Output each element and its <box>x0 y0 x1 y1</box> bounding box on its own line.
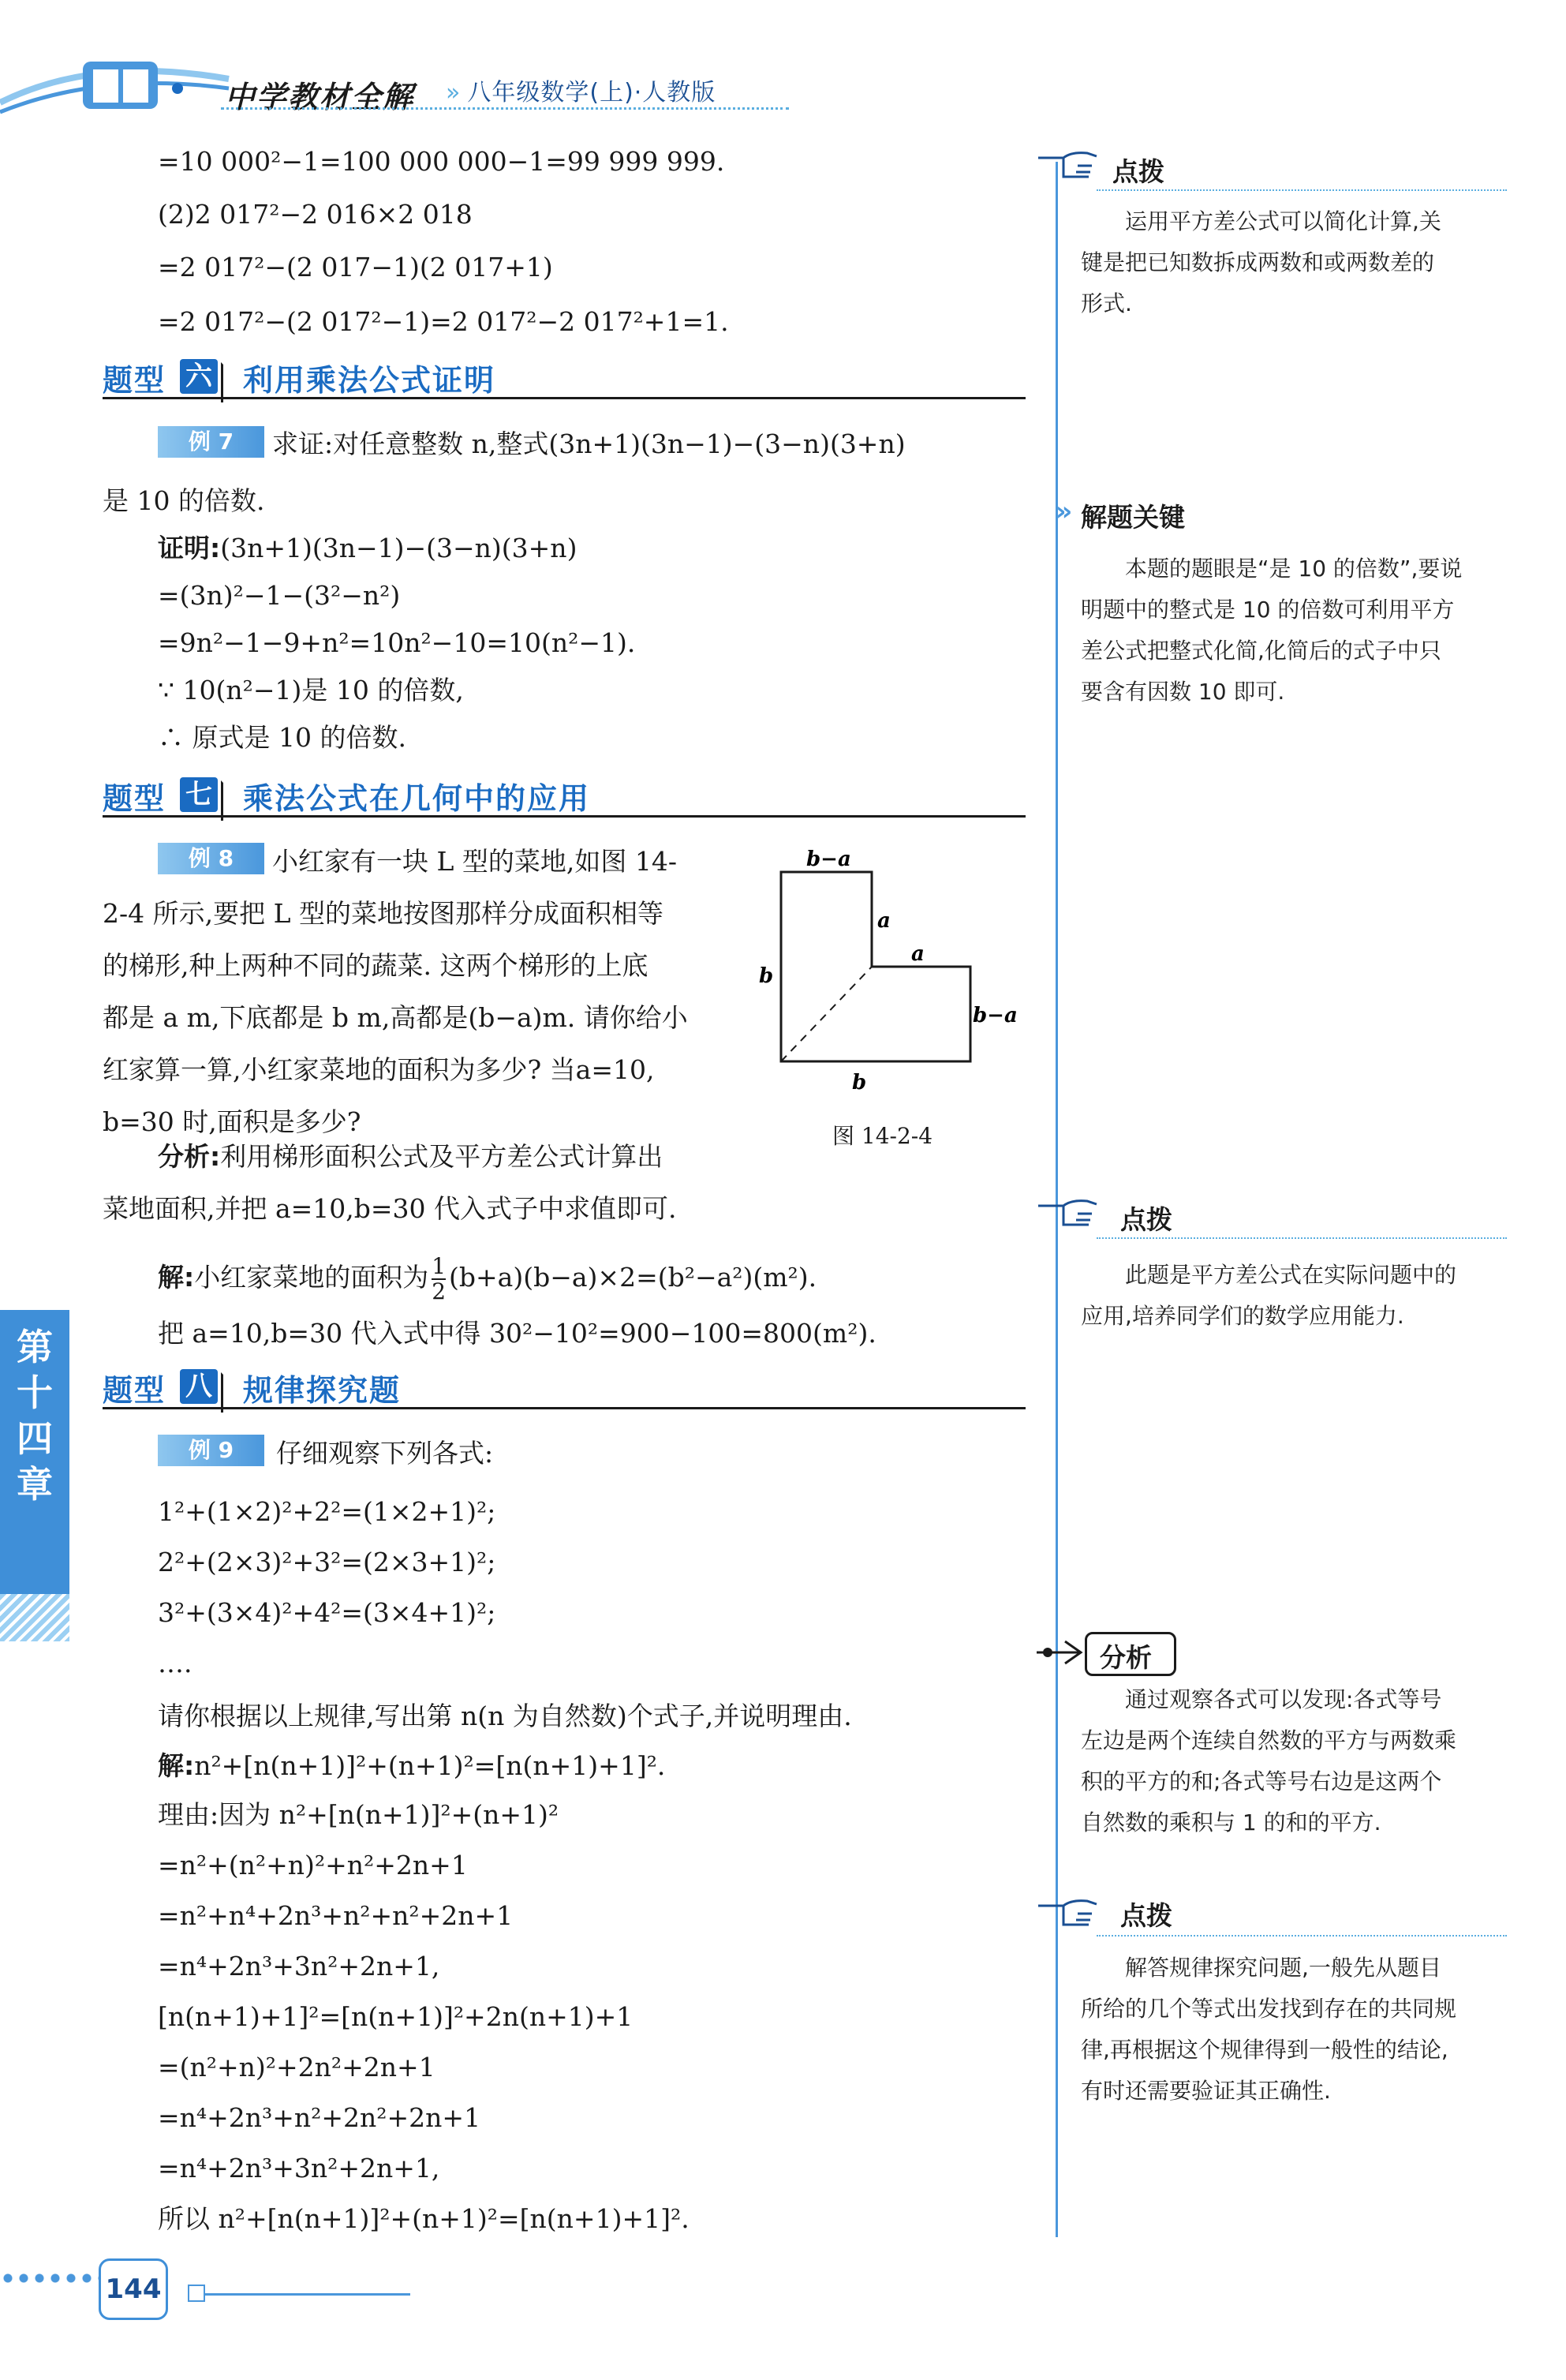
footer-dots <box>0 2273 99 2284</box>
tip-line: 运用平方差公式可以简化计算,关 <box>1125 208 1441 234</box>
label-b-bottom: b <box>852 1071 867 1095</box>
section-heading-6 <box>103 351 1026 399</box>
pointing-hand-icon <box>1032 142 1103 189</box>
analysis-line: 自然数的乘积与 1 的和的平方. <box>1081 1809 1381 1836</box>
fraction-numerator: 1 <box>432 1253 447 1279</box>
section-label: 题型 <box>103 781 166 816</box>
tip-divider <box>1097 1935 1507 1937</box>
question-text: 的梯形,种上两种不同的蔬菜. 这两个梯形的上底 <box>103 950 648 981</box>
analysis-heading-box <box>1085 1632 1176 1676</box>
book-subtitle-text: 八年级数学(上)·人教版 <box>467 79 716 107</box>
proof-line: ∴ 原式是 10 的倍数. <box>158 722 406 753</box>
section-heading-7 <box>103 769 1026 818</box>
analysis-line: 通过观察各式可以发现:各式等号 <box>1125 1686 1442 1712</box>
figure-caption: 图 14-2-4 <box>832 1123 933 1149</box>
question-text: 求证:对任意整数 n,整式(3n+1)(3n−1)−(3−n)(3+n) <box>272 428 906 459</box>
question-text: 都是 a m,下底都是 b m,高都是(b−a)m. 请你给小 <box>103 1002 688 1033</box>
tip-body <box>1081 201 1511 324</box>
tip-line: 所给的几个等式出发找到存在的共同规 <box>1081 1996 1457 2022</box>
chapter-char: 章 <box>17 1463 53 1506</box>
solution-label: 解: <box>158 1262 195 1293</box>
scissors-icon <box>1033 1633 1089 1673</box>
question-text: 2-4 所示,要把 L 型的菜地按图那样分成面积相等 <box>103 898 664 929</box>
chapter-stripes <box>0 1594 69 1641</box>
solution-line: =2 017²−(2 017−1)(2 017+1) <box>158 252 553 283</box>
section-number: 七 <box>180 777 218 812</box>
label-right: b−a <box>973 1004 1018 1027</box>
question-text: 请你根据以上规律,写出第 n(n 为自然数)个式子,并说明理由. <box>158 1701 852 1731</box>
pointing-hand-icon <box>1032 1190 1103 1237</box>
question-text: 仔细观察下列各式: <box>276 1438 494 1469</box>
pointing-hand-icon <box>1032 1890 1103 1937</box>
solution-line: [n(n+1)+1]²=[n(n+1)]²+2n(n+1)+1 <box>158 2001 634 2032</box>
analysis-label: 分析: <box>158 1141 221 1172</box>
key-line: 本题的题眼是“是 10 的倍数”,要说 <box>1125 556 1463 582</box>
solution-line: =(n²+n)²+2n²+2n+1 <box>158 2052 435 2082</box>
page-number: 144 <box>99 2258 168 2320</box>
example-badge: 例 9 <box>158 1435 264 1466</box>
section-title: 乘法公式在几何中的应用 <box>243 781 591 816</box>
double-chevron-icon: » <box>446 79 462 107</box>
tip-line: 律,再根据这个规律得到一般性的结论, <box>1081 2037 1448 2063</box>
proof-line: =9n²−1−9+n²=10n²−10=10(n²−1). <box>158 627 636 658</box>
proof-label: 证明: <box>158 533 221 563</box>
equation-line: 2²+(2×3)²+3²=(2×3+1)²; <box>158 1547 496 1577</box>
label-top: b−a <box>806 848 851 871</box>
tip-heading: 点拨 <box>1120 1900 1172 1931</box>
solution-line <box>158 1750 665 1782</box>
chapter-char: 十 <box>17 1371 53 1414</box>
section-bracket <box>221 1372 239 1413</box>
analysis-text: 利用梯形面积公式及平方差公式计算出 <box>220 1141 663 1172</box>
question-text: 是 10 的倍数. <box>103 485 265 516</box>
label-b-left: b <box>759 964 774 988</box>
solution-line: =n²+n⁴+2n³+n²+n²+2n+1 <box>158 1900 514 1931</box>
key-line: 差公式把整式化简,化简后的式子中只 <box>1081 638 1441 664</box>
solution-line: =2 017²−(2 017²−1)=2 017²−2 017²+1=1. <box>158 306 729 337</box>
proof-text: (3n+1)(3n−1)−(3−n)(3+n) <box>220 533 577 563</box>
tip-line: 形式. <box>1081 290 1132 316</box>
label-a-vertical: a <box>877 909 891 933</box>
double-arrow-icon: » <box>1056 496 1073 526</box>
tip-body <box>1081 1948 1511 2112</box>
solution-text: (b+a)(b−a)×2=(b²−a²)(m²). <box>449 1262 817 1293</box>
tip-line: 解答规律探究问题,一般先从题目 <box>1125 1955 1441 1981</box>
analysis-line: 左边是两个连续自然数的平方与两数乘 <box>1081 1727 1457 1753</box>
proof-line: ∵ 10(n²−1)是 10 的倍数, <box>158 675 464 705</box>
l-shape-figure <box>749 848 1026 1101</box>
chapter-tab <box>0 1310 69 1594</box>
chapter-char: 四 <box>17 1417 53 1460</box>
proof-line <box>158 533 577 564</box>
analysis-line <box>158 1141 663 1173</box>
section-label: 题型 <box>103 363 166 398</box>
tip-line: 有时还需要验证其正确性. <box>1081 2078 1331 2104</box>
label-a-horizontal: a <box>911 942 925 966</box>
tip-divider <box>1097 1237 1507 1239</box>
analysis-body <box>1081 1679 1511 1843</box>
question-text: 小红家有一块 L 型的菜地,如图 14- <box>272 846 678 877</box>
key-heading: 解题关键 <box>1081 502 1185 533</box>
tip-heading: 点拨 <box>1120 1204 1172 1235</box>
fraction-denominator: 2 <box>432 1278 447 1304</box>
section-title: 利用乘法公式证明 <box>243 363 496 398</box>
tip-divider <box>1097 189 1507 191</box>
tip-line: 应用,培养同学们的数学应用能力. <box>1081 1303 1404 1329</box>
section-number: 六 <box>180 359 218 394</box>
example-badge: 例 8 <box>158 843 264 874</box>
header-divider <box>221 107 789 110</box>
question-text: 红家算一算,小红家菜地的面积为多少? 当a=10, <box>103 1054 655 1085</box>
solution-line: =n⁴+2n³+n²+2n²+2n+1 <box>158 2102 481 2133</box>
example-badge: 例 7 <box>158 426 264 458</box>
book-logo-icon <box>0 47 237 118</box>
section-bracket <box>221 362 239 402</box>
chapter-char: 第 <box>17 1326 53 1368</box>
solution-line: =n⁴+2n³+3n²+2n+1, <box>158 2153 440 2184</box>
section-bracket <box>221 780 239 821</box>
solution-line: =n⁴+2n³+3n²+2n+1, <box>158 1951 440 1981</box>
solution-line <box>158 1255 817 1304</box>
analysis-heading: 分析 <box>1100 1642 1152 1673</box>
tip-line: 此题是平方差公式在实际问题中的 <box>1125 1262 1457 1288</box>
tip-heading: 点拨 <box>1112 156 1164 187</box>
solution-line: =10 000²−1=100 000 000−1=99 999 999. <box>158 146 725 177</box>
analysis-line: 积的平方的和;各式等号右边是这两个 <box>1081 1768 1442 1794</box>
equation-line: 3²+(3×4)²+4²=(3×4+1)²; <box>158 1597 496 1628</box>
solution-text: 小红家菜地的面积为 <box>194 1262 429 1293</box>
footer-square-icon <box>188 2285 205 2302</box>
book-title: 中学教材全解 <box>225 80 415 114</box>
section-number: 八 <box>180 1369 218 1404</box>
solution-label: 解: <box>158 1750 195 1781</box>
solution-line: (2)2 017²−2 016×2 018 <box>158 199 473 230</box>
proof-line: =(3n)²−1−(3²−n²) <box>158 580 401 611</box>
solution-line: 把 a=10,b=30 代入式中得 30²−10²=900−100=800(m²). <box>158 1318 876 1349</box>
section-label: 题型 <box>103 1373 166 1408</box>
key-line: 要含有因数 10 即可. <box>1081 679 1285 705</box>
solution-line: 所以 n²+[n(n+1)]²+(n+1)²=[n(n+1)+1]². <box>158 2203 690 2234</box>
fraction <box>432 1255 446 1304</box>
equation-line: …. <box>158 1648 192 1678</box>
section-title: 规律探究题 <box>243 1373 402 1408</box>
section-heading-8 <box>103 1361 1026 1409</box>
footer-line <box>189 2293 410 2296</box>
book-subtitle <box>446 73 716 107</box>
key-line: 明题中的整式是 10 的倍数可利用平方 <box>1081 597 1455 623</box>
equation-line: 1²+(1×2)²+2²=(1×2+1)²; <box>158 1496 496 1527</box>
solution-text: n²+[n(n+1)]²+(n+1)²=[n(n+1)+1]². <box>194 1750 666 1781</box>
tip-line: 键是把已知数拆成两数和或两数差的 <box>1081 249 1435 275</box>
analysis-line: 菜地面积,并把 a=10,b=30 代入式子中求值即可. <box>103 1193 677 1224</box>
solution-line: =n²+(n²+n)²+n²+2n+1 <box>158 1850 468 1880</box>
key-body <box>1081 548 1511 713</box>
question-text: b=30 时,面积是多少? <box>103 1106 361 1137</box>
tip-body <box>1081 1255 1511 1337</box>
solution-line: 理由:因为 n²+[n(n+1)]²+(n+1)² <box>158 1799 559 1830</box>
